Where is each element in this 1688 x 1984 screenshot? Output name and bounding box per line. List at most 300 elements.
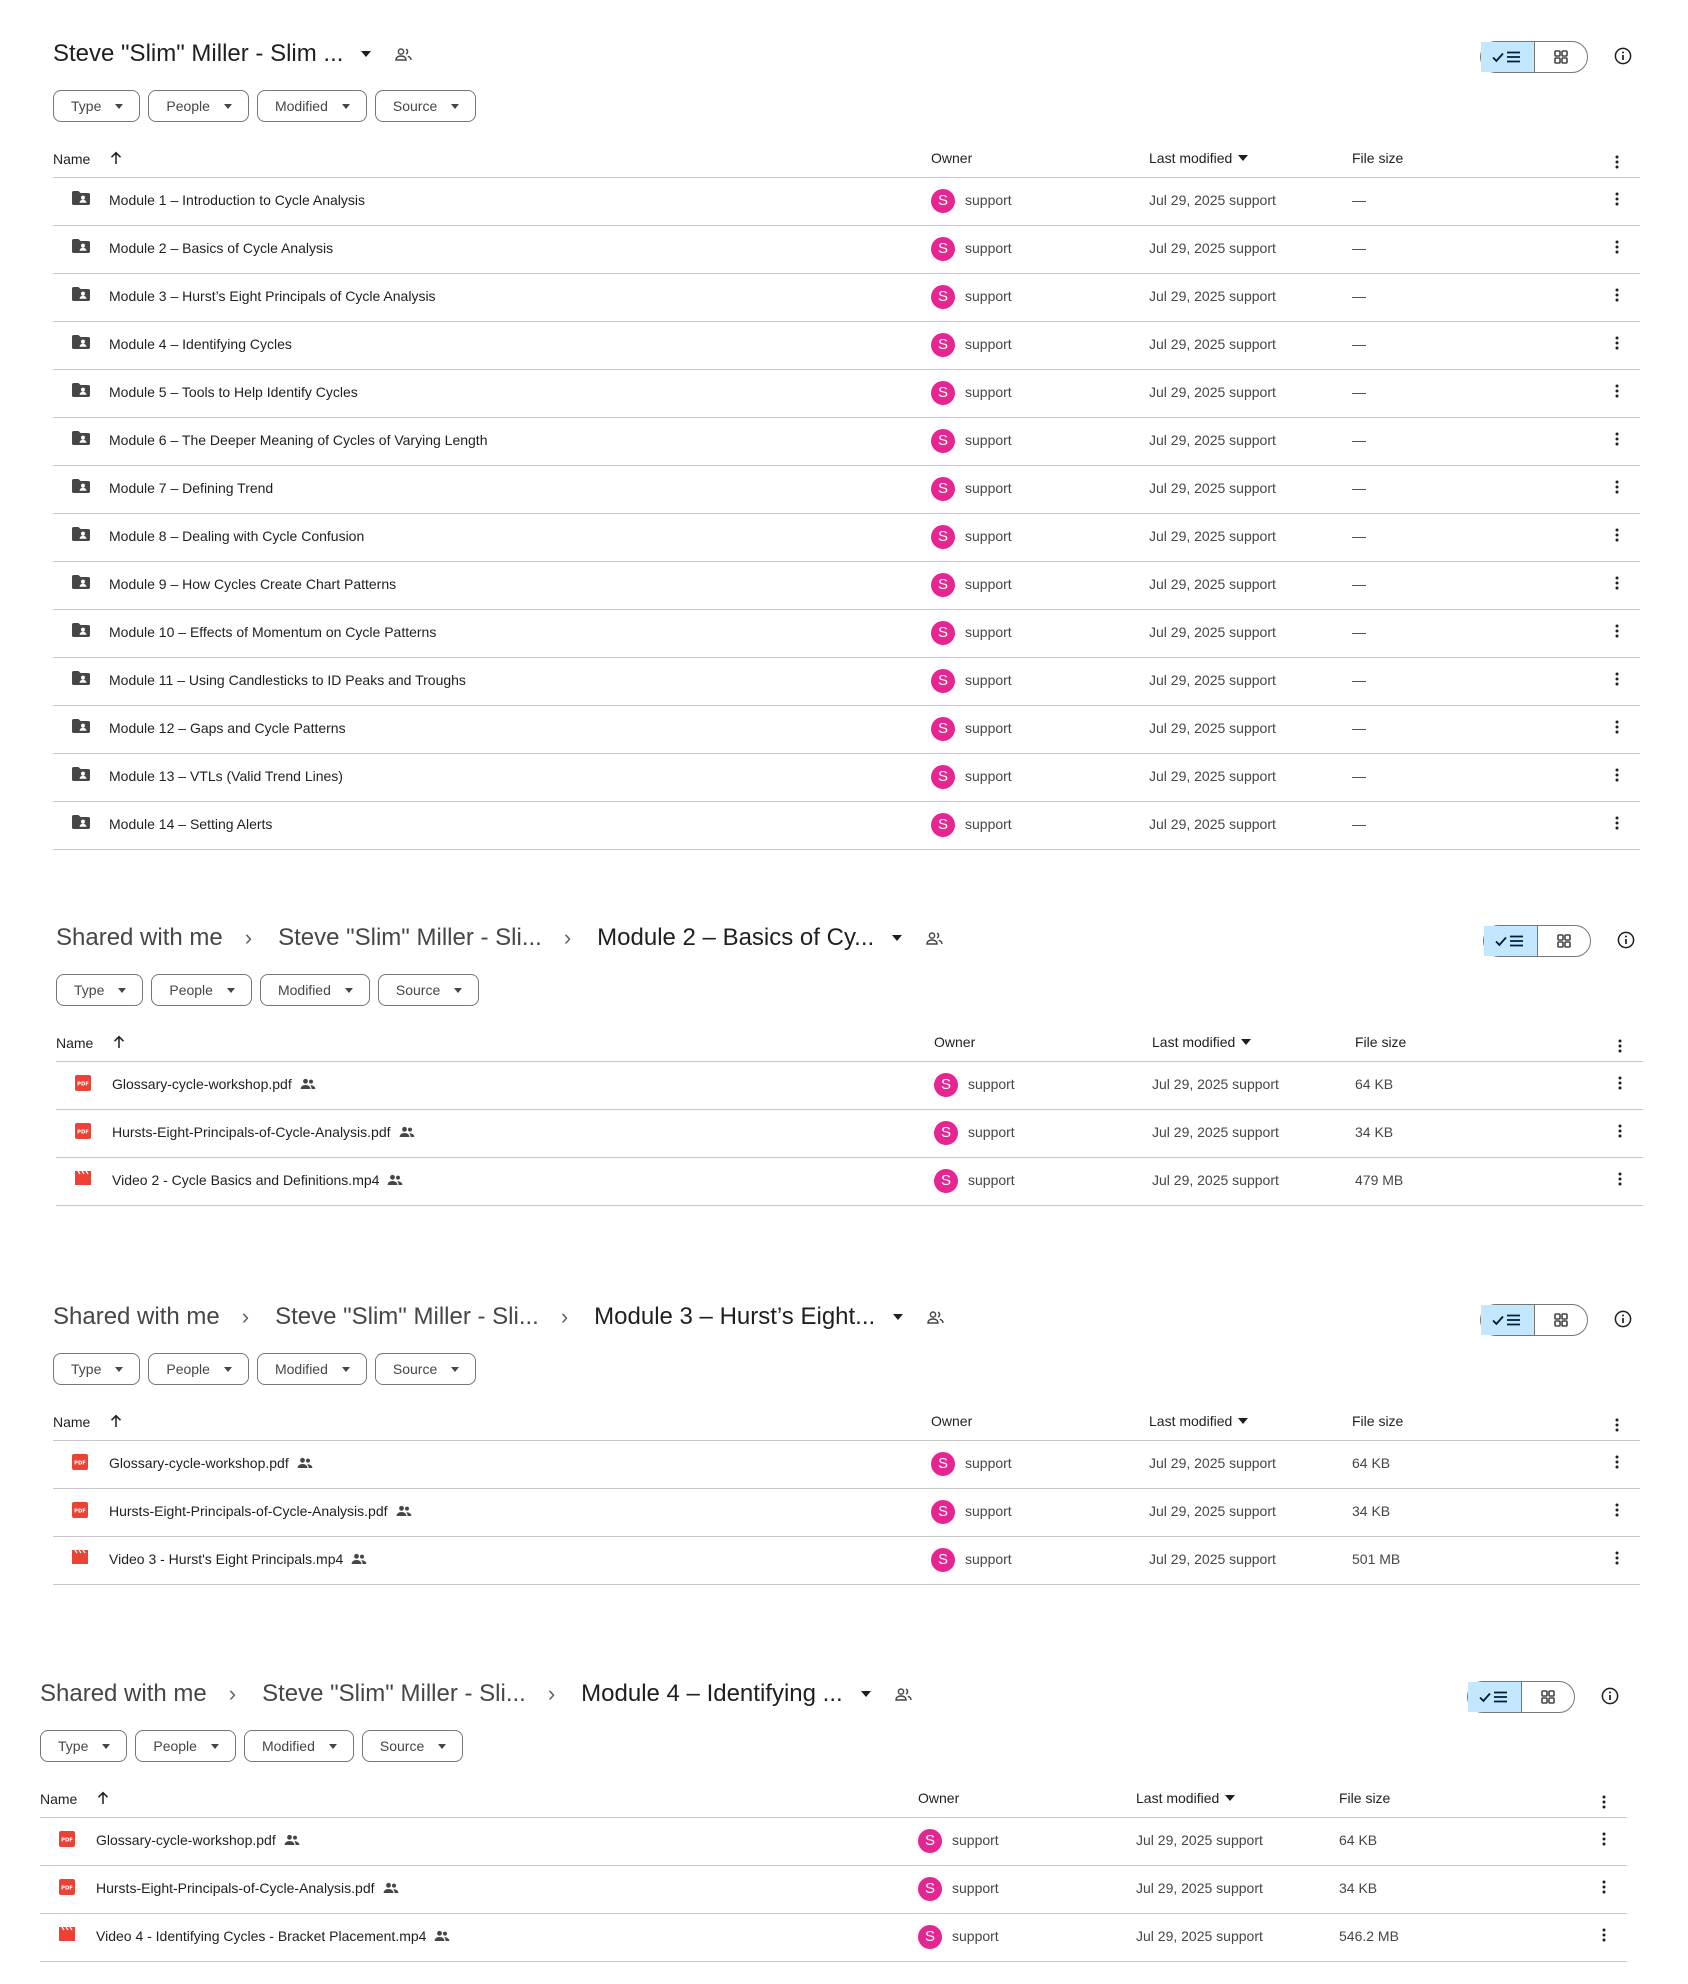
avatar: S [931, 429, 955, 453]
file-name[interactable] [112, 1172, 403, 1188]
file-name[interactable] [112, 1076, 316, 1092]
table-row[interactable] [56, 1062, 1643, 1110]
file-size: — [1352, 768, 1366, 784]
sort-arrow-up-icon[interactable] [110, 152, 122, 168]
table-row[interactable] [53, 178, 1640, 226]
more-vert-icon[interactable] [1615, 624, 1619, 641]
table-row[interactable] [40, 1914, 1627, 1962]
filter-chip-label: Modified [274, 98, 328, 114]
breadcrumb-item[interactable]: Steve "Slim" Miller - Sli... [262, 1680, 526, 1707]
column-header-name[interactable] [53, 1413, 122, 1430]
breadcrumb-item[interactable]: Shared with me [56, 924, 223, 951]
last-modified: Jul 29, 2025 support [1149, 1503, 1276, 1519]
file-list [53, 141, 1640, 833]
file-name[interactable] [109, 1503, 412, 1519]
more-vert-icon[interactable] [1615, 1503, 1619, 1520]
file-size: 34 KB [1352, 1503, 1391, 1519]
table-row[interactable] [56, 1158, 1643, 1206]
filter-chip-label: Source [392, 1361, 438, 1377]
file-name[interactable] [109, 1455, 313, 1471]
more-vert-icon[interactable] [1615, 432, 1619, 449]
file-size: 479 MB [1355, 1172, 1404, 1188]
file-name[interactable] [109, 672, 466, 688]
column-header-name[interactable] [56, 1034, 125, 1051]
chevron-down-icon [224, 104, 232, 109]
pdf-icon [74, 1122, 92, 1143]
last-modified: Jul 29, 2025 support [1149, 1455, 1276, 1471]
breadcrumb-separator-icon: › [560, 1304, 569, 1329]
filter-chip-people[interactable] [151, 974, 252, 1006]
owner-name: support [965, 528, 1012, 544]
list-view-button[interactable] [1468, 1682, 1522, 1712]
owner-name: support [965, 384, 1012, 400]
more-vert-icon[interactable] [1615, 528, 1619, 545]
filter-chips [53, 90, 1640, 124]
info-icon[interactable] [1601, 1687, 1619, 1710]
filter-chip-type[interactable] [56, 974, 143, 1006]
filter-chip-type[interactable] [53, 90, 140, 122]
file-name[interactable] [109, 528, 364, 544]
filter-chip-label: People [166, 98, 210, 114]
chevron-down-icon [342, 1367, 350, 1372]
shared-folder-icon [71, 430, 91, 449]
filter-chip-modified[interactable] [257, 1353, 367, 1385]
file-name-label: Hursts-Eight-Principals-of-Cycle-Analysis.pdf [96, 1880, 375, 1896]
last-modified: Jul 29, 2025 support [1149, 384, 1276, 400]
grid-view-button[interactable] [1522, 1682, 1575, 1712]
more-vert-icon[interactable] [1615, 816, 1619, 833]
folder-menu-dropdown-icon[interactable] [861, 1691, 871, 1697]
last-modified: Jul 29, 2025 support [1149, 768, 1276, 784]
file-size: 64 KB [1339, 1832, 1378, 1848]
video-icon [74, 1170, 92, 1189]
chevron-down-icon [451, 104, 459, 109]
list-view-button[interactable] [1484, 926, 1538, 956]
last-modified: Jul 29, 2025 support [1149, 336, 1276, 352]
more-vert-icon[interactable] [1618, 1172, 1622, 1189]
avatar: S [931, 1452, 955, 1476]
file-name[interactable] [109, 1551, 367, 1567]
file-size: — [1352, 480, 1366, 496]
column-header-label: Last modified [1136, 1790, 1220, 1806]
last-modified: Jul 29, 2025 support [1149, 720, 1276, 736]
table-row[interactable] [53, 562, 1640, 610]
pdf-icon [58, 1878, 76, 1899]
table-row[interactable] [53, 1537, 1640, 1585]
more-vert-icon[interactable] [1615, 1418, 1619, 1435]
more-vert-icon[interactable] [1615, 288, 1619, 305]
column-header-label: Last modified [1149, 150, 1233, 166]
avatar: S [931, 381, 955, 405]
filter-chip-type[interactable] [40, 1730, 127, 1762]
column-header-label: Name [40, 1791, 78, 1807]
drive-folder-view [53, 1296, 1640, 1585]
table-row[interactable] [53, 514, 1640, 562]
column-header-owner[interactable]: Owner [918, 1790, 960, 1806]
breadcrumb-item[interactable]: Shared with me [53, 1303, 220, 1330]
filter-chip-label: Type [58, 1738, 89, 1754]
folder-menu-dropdown-icon[interactable] [892, 935, 902, 941]
column-header-label: Last modified [1149, 1413, 1233, 1429]
filter-chip-people[interactable] [148, 1353, 249, 1385]
file-size: 64 KB [1352, 1455, 1391, 1471]
more-vert-icon[interactable] [1602, 1880, 1606, 1897]
filter-chip-modified[interactable] [260, 974, 370, 1006]
file-name-label: Video 2 - Cycle Basics and Definitions.mp4 [112, 1172, 380, 1188]
table-row[interactable] [53, 274, 1640, 322]
file-name-label: Module 7 – Defining Trend [109, 480, 274, 496]
last-modified: Jul 29, 2025 support [1152, 1172, 1279, 1188]
table-row[interactable] [53, 370, 1640, 418]
table-row[interactable] [53, 322, 1640, 370]
file-name[interactable] [109, 336, 292, 352]
more-vert-icon[interactable] [1615, 192, 1619, 209]
file-size: — [1352, 288, 1366, 304]
filter-chip-modified[interactable] [244, 1730, 354, 1762]
avatar: S [931, 669, 955, 693]
folder-header [53, 1296, 1640, 1346]
file-name[interactable] [109, 768, 343, 784]
info-icon[interactable] [1617, 931, 1635, 954]
more-vert-icon[interactable] [1615, 480, 1619, 497]
more-vert-icon[interactable] [1615, 240, 1619, 257]
folder-header [40, 1673, 1627, 1723]
pdf-icon [71, 1501, 89, 1522]
file-name[interactable] [109, 624, 436, 640]
file-name[interactable] [96, 1832, 300, 1848]
column-header-owner[interactable]: Owner [931, 150, 973, 166]
last-modified: Jul 29, 2025 support [1149, 192, 1276, 208]
list-view-button[interactable] [1481, 42, 1535, 72]
file-size: — [1352, 240, 1366, 256]
svg-text:PDF: PDF [74, 1508, 86, 1515]
last-modified: Jul 29, 2025 support [1136, 1928, 1263, 1944]
breadcrumb [56, 924, 943, 952]
column-header-last-modified[interactable] [1136, 1790, 1235, 1806]
file-name[interactable] [112, 1124, 415, 1140]
avatar: S [934, 1073, 958, 1097]
column-header-name[interactable] [53, 150, 122, 167]
file-name-label: Module 13 – VTLs (Valid Trend Lines) [109, 768, 343, 784]
filter-chip-source[interactable] [375, 1353, 476, 1385]
more-vert-icon[interactable] [1615, 720, 1619, 737]
file-name-label: Module 3 – Hurst’s Eight Principals of Cycle Analysis [109, 288, 436, 304]
shared-folder-icon [71, 286, 91, 305]
table-row[interactable] [40, 1866, 1627, 1914]
table-row[interactable] [53, 1489, 1640, 1537]
file-size: 34 KB [1339, 1880, 1378, 1896]
more-vert-icon[interactable] [1615, 384, 1619, 401]
avatar: S [931, 765, 955, 789]
more-vert-icon[interactable] [1615, 1551, 1619, 1568]
folder-menu-dropdown-icon[interactable] [893, 1314, 903, 1320]
table-row[interactable] [53, 466, 1640, 514]
svg-text:PDF: PDF [77, 1129, 89, 1136]
info-icon[interactable] [1614, 1310, 1632, 1333]
pdf-icon [58, 1830, 76, 1851]
sort-arrow-up-icon[interactable] [110, 1415, 122, 1431]
filter-chip-label: Modified [274, 1361, 328, 1377]
table-row[interactable] [53, 418, 1640, 466]
chevron-down-icon [342, 104, 350, 109]
column-header-file-size[interactable]: File size [1352, 150, 1404, 166]
shared-people-icon [300, 1078, 316, 1090]
svg-text:PDF: PDF [61, 1837, 73, 1844]
file-list [53, 1404, 1640, 1585]
column-header-label: Name [53, 1414, 91, 1430]
sort-arrow-up-icon[interactable] [97, 1792, 109, 1808]
avatar: S [931, 525, 955, 549]
file-name[interactable] [109, 720, 346, 736]
column-header-file-size[interactable]: File size [1352, 1413, 1404, 1429]
file-name[interactable] [109, 384, 358, 400]
avatar: S [931, 717, 955, 741]
last-modified: Jul 29, 2025 support [1149, 528, 1276, 544]
more-vert-icon[interactable] [1615, 672, 1619, 689]
file-name[interactable] [109, 240, 333, 256]
breadcrumb-separator-icon: › [241, 1304, 250, 1329]
file-name-label: Module 9 – How Cycles Create Chart Patterns [109, 576, 397, 592]
info-icon[interactable] [1614, 47, 1632, 70]
shared-people-icon [434, 1930, 450, 1942]
more-vert-icon[interactable] [1618, 1076, 1622, 1093]
avatar: S [931, 237, 955, 261]
file-list [56, 1025, 1643, 1206]
view-toggle [1480, 41, 1588, 73]
shared-folder-icon [71, 382, 91, 401]
grid-view-button[interactable] [1535, 42, 1588, 72]
owner-name: support [968, 1124, 1015, 1140]
file-name[interactable] [109, 192, 365, 208]
owner-name: support [965, 1551, 1012, 1567]
avatar: S [931, 189, 955, 213]
current-folder-title[interactable]: Module 2 – Basics of Cy... [597, 924, 875, 951]
shared-folder-icon [926, 932, 943, 945]
chevron-down-icon [345, 988, 353, 993]
table-header [40, 1781, 1627, 1818]
chevron-down-icon [454, 988, 462, 993]
owner-name: support [952, 1880, 999, 1896]
column-header-file-size[interactable]: File size [1339, 1790, 1391, 1806]
last-modified: Jul 29, 2025 support [1152, 1076, 1279, 1092]
file-name[interactable] [109, 480, 273, 496]
more-vert-icon[interactable] [1618, 1124, 1622, 1141]
file-size: — [1352, 816, 1366, 832]
file-name-label: Glossary-cycle-workshop.pdf [112, 1076, 292, 1092]
shared-people-icon [351, 1553, 367, 1565]
table-row[interactable] [53, 802, 1640, 850]
folder-menu-dropdown-icon[interactable] [361, 51, 371, 57]
drive-folder-view [53, 33, 1640, 833]
last-modified: Jul 29, 2025 support [1136, 1832, 1263, 1848]
file-size: 546.2 MB [1339, 1928, 1399, 1944]
file-name-label: Module 8 – Dealing with Cycle Confusion [109, 528, 365, 544]
filter-chip-people[interactable] [148, 90, 249, 122]
last-modified: Jul 29, 2025 support [1136, 1880, 1263, 1896]
avatar: S [931, 1500, 955, 1524]
avatar: S [931, 621, 955, 645]
svg-text:PDF: PDF [74, 1460, 86, 1467]
table-header [53, 141, 1640, 178]
filter-chip-label: Modified [261, 1738, 315, 1754]
avatar: S [931, 333, 955, 357]
column-header-label: Name [56, 1035, 94, 1051]
video-icon [71, 1549, 89, 1568]
shared-folder-icon [71, 526, 91, 545]
list-view-button[interactable] [1481, 1305, 1535, 1335]
more-vert-icon[interactable] [1602, 1832, 1606, 1849]
more-vert-icon[interactable] [1618, 1039, 1622, 1056]
owner-name: support [965, 768, 1012, 784]
filter-chip-label: People [169, 982, 213, 998]
breadcrumb-separator-icon: › [228, 1681, 237, 1706]
file-size: 34 KB [1355, 1124, 1394, 1140]
column-header-owner[interactable]: Owner [931, 1413, 973, 1429]
avatar: S [931, 1548, 955, 1572]
breadcrumb [53, 1303, 944, 1331]
filter-chips [53, 1353, 1640, 1387]
current-folder-title[interactable]: Steve "Slim" Miller - Slim ... [53, 40, 344, 67]
shared-people-icon [284, 1834, 300, 1846]
table-row[interactable] [53, 706, 1640, 754]
file-name[interactable] [109, 288, 436, 304]
grid-view-button[interactable] [1538, 926, 1591, 956]
chevron-down-icon [211, 1744, 219, 1749]
filter-chip-label: Source [392, 98, 438, 114]
chevron-down-icon [329, 1744, 337, 1749]
column-header-file-size[interactable]: File size [1355, 1034, 1407, 1050]
shared-people-icon [383, 1882, 399, 1894]
more-vert-icon[interactable] [1615, 336, 1619, 353]
shared-folder-icon [71, 622, 91, 641]
owner-name: support [965, 720, 1012, 736]
table-row[interactable] [53, 610, 1640, 658]
chevron-down-icon [102, 1744, 110, 1749]
chevron-down-icon [118, 988, 126, 993]
filter-chips [40, 1730, 1627, 1764]
filter-chip-label: Type [71, 1361, 102, 1377]
owner-name: support [965, 576, 1012, 592]
file-name-label: Hursts-Eight-Principals-of-Cycle-Analysis.pdf [109, 1503, 388, 1519]
column-header-label: Last modified [1152, 1034, 1236, 1050]
filter-chip-label: Type [74, 982, 105, 998]
table-row[interactable] [53, 754, 1640, 802]
file-name-label: Module 2 – Basics of Cycle Analysis [109, 240, 334, 256]
breadcrumb-item[interactable]: Steve "Slim" Miller - Sli... [275, 1303, 539, 1330]
breadcrumb [40, 1680, 912, 1708]
last-modified: Jul 29, 2025 support [1152, 1124, 1279, 1140]
file-name-label: Module 6 – The Deeper Meaning of Cycles of Varying Length [109, 432, 488, 448]
filter-chip-source[interactable] [375, 90, 476, 122]
last-modified: Jul 29, 2025 support [1149, 480, 1276, 496]
view-toggle [1480, 1304, 1588, 1336]
chevron-down-icon [227, 988, 235, 993]
table-row[interactable] [53, 226, 1640, 274]
more-vert-icon[interactable] [1602, 1795, 1606, 1812]
owner-name: support [965, 1455, 1012, 1471]
sort-down-icon [1238, 155, 1248, 161]
file-name-label: Module 1 – Introduction to Cycle Analysis [109, 192, 366, 208]
breadcrumb-item[interactable]: Shared with me [40, 1680, 207, 1707]
file-name[interactable] [109, 432, 488, 448]
column-header-owner[interactable]: Owner [934, 1034, 976, 1050]
more-vert-icon[interactable] [1615, 576, 1619, 593]
pdf-icon [71, 1453, 89, 1474]
shared-people-icon [399, 1126, 415, 1138]
more-vert-icon[interactable] [1602, 1928, 1606, 1945]
file-size: — [1352, 384, 1366, 400]
avatar: S [934, 1121, 958, 1145]
filter-chip-source[interactable] [378, 974, 479, 1006]
file-name[interactable] [109, 576, 396, 592]
file-name-label: Video 3 - Hurst's Eight Principals.mp4 [109, 1551, 344, 1567]
more-vert-icon[interactable] [1615, 1455, 1619, 1472]
filter-chip-modified[interactable] [257, 90, 367, 122]
table-row[interactable] [40, 1818, 1627, 1866]
file-name-label: Video 4 - Identifying Cycles - Bracket Placement.mp4 [96, 1928, 427, 1944]
more-vert-icon[interactable] [1615, 155, 1619, 172]
file-size: — [1352, 720, 1366, 736]
avatar: S [931, 573, 955, 597]
breadcrumb-item[interactable]: Steve "Slim" Miller - Sli... [278, 924, 542, 951]
file-name[interactable] [96, 1880, 399, 1896]
owner-name: support [965, 240, 1012, 256]
shared-folder-icon [71, 238, 91, 257]
avatar: S [931, 477, 955, 501]
last-modified: Jul 29, 2025 support [1149, 576, 1276, 592]
last-modified: Jul 29, 2025 support [1149, 816, 1276, 832]
grid-view-button[interactable] [1535, 1305, 1588, 1335]
current-folder-title[interactable]: Module 4 – Identifying ... [581, 1680, 843, 1707]
file-name[interactable] [96, 1928, 450, 1944]
breadcrumb-separator-icon: › [244, 925, 253, 950]
table-row[interactable] [56, 1110, 1643, 1158]
sort-down-icon [1238, 1418, 1248, 1424]
filter-chip-source[interactable] [362, 1730, 463, 1762]
file-size: — [1352, 432, 1366, 448]
filter-chip-type[interactable] [53, 1353, 140, 1385]
more-vert-icon[interactable] [1615, 768, 1619, 785]
file-name-label: Module 5 – Tools to Help Identify Cycles [109, 384, 358, 400]
sort-arrow-up-icon[interactable] [113, 1036, 125, 1052]
owner-name: support [968, 1076, 1015, 1092]
current-folder-title[interactable]: Module 3 – Hurst’s Eight... [594, 1303, 876, 1330]
file-size: 64 KB [1355, 1076, 1394, 1092]
file-name-label: Module 12 – Gaps and Cycle Patterns [109, 720, 346, 736]
last-modified: Jul 29, 2025 support [1149, 240, 1276, 256]
avatar: S [934, 1169, 958, 1193]
owner-name: support [968, 1172, 1015, 1188]
shared-people-icon [297, 1457, 313, 1469]
table-row[interactable] [53, 658, 1640, 706]
filter-chip-people[interactable] [135, 1730, 236, 1762]
file-name[interactable] [109, 816, 272, 832]
owner-name: support [952, 1928, 999, 1944]
file-size: — [1352, 336, 1366, 352]
column-header-name[interactable] [40, 1790, 109, 1807]
svg-text:PDF: PDF [61, 1885, 73, 1892]
table-header [53, 1404, 1640, 1441]
table-row[interactable] [53, 1441, 1640, 1489]
filter-chip-label: Source [395, 982, 441, 998]
owner-name: support [952, 1832, 999, 1848]
shared-folder-icon [71, 718, 91, 737]
column-header-last-modified[interactable] [1152, 1034, 1251, 1050]
avatar: S [918, 1829, 942, 1853]
column-header-last-modified[interactable] [1149, 150, 1248, 166]
chevron-down-icon [224, 1367, 232, 1372]
column-header-last-modified[interactable] [1149, 1413, 1248, 1429]
